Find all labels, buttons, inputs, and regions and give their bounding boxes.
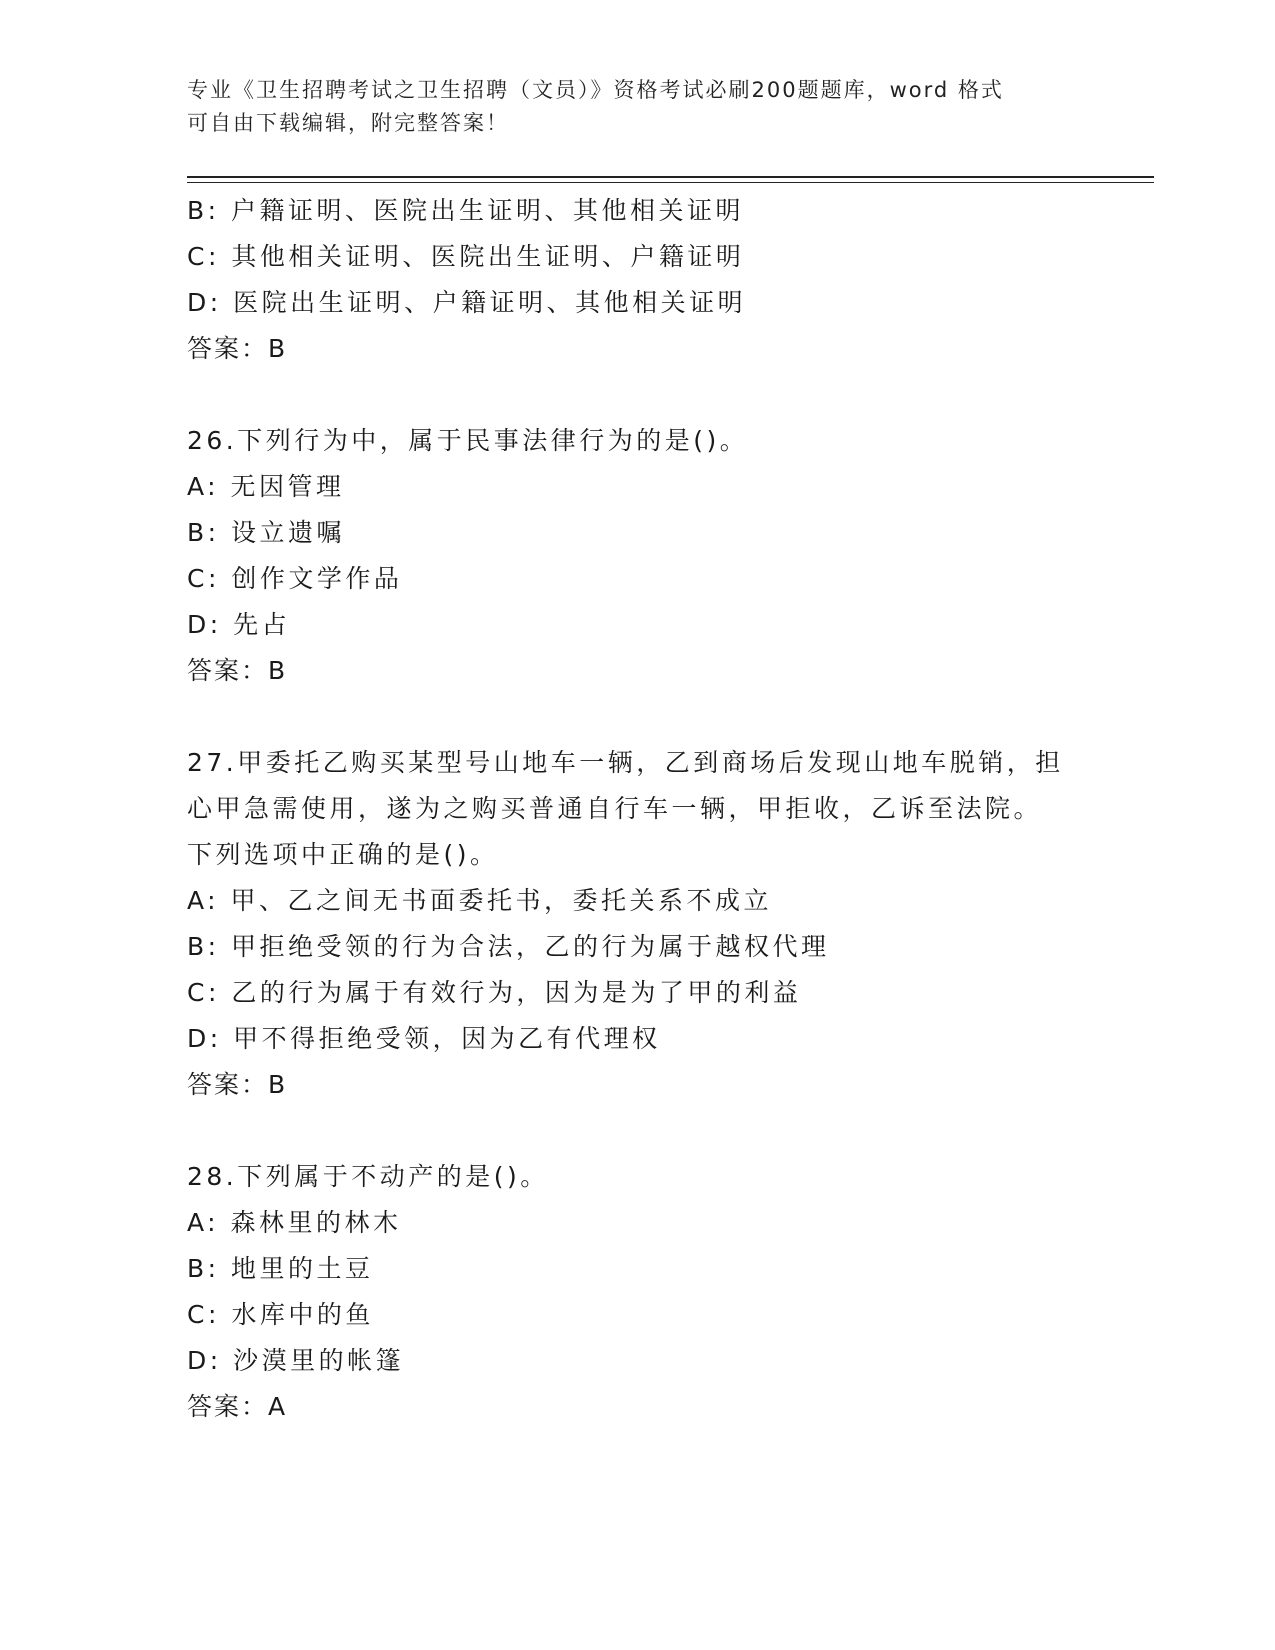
spacer	[187, 372, 1107, 418]
option-b: B: 设立遗嘱	[187, 518, 346, 547]
answer-line: 答案：B	[187, 656, 288, 685]
option-b: B: 户籍证明、医院出生证明、其他相关证明	[187, 196, 745, 225]
option-a: A: 森林里的林木	[187, 1208, 402, 1237]
question-stem: 28.下列属于不动产的是()。	[187, 1162, 549, 1191]
question-stem: 26.下列行为中，属于民事法律行为的是()。	[187, 426, 749, 455]
option-d: D: 医院出生证明、户籍证明、其他相关证明	[187, 288, 747, 317]
question-stem-line-2: 心甲急需使用，遂为之购买普通自行车一辆，甲拒收，乙诉至法院。	[187, 794, 1043, 823]
header-title-line-2: 可自由下载编辑，附完整答案！	[187, 111, 509, 135]
option-b: B: 地里的土豆	[187, 1254, 374, 1283]
option-d: D: 先占	[187, 610, 291, 639]
option-b: B: 甲拒绝受领的行为合法，乙的行为属于越权代理	[187, 932, 830, 961]
answer-line: 答案：B	[187, 334, 288, 363]
option-d: D: 甲不得拒绝受领，因为乙有代理权	[187, 1024, 661, 1053]
document-header	[187, 74, 1087, 140]
spacer	[187, 694, 1107, 740]
option-c: C: 其他相关证明、医院出生证明、户籍证明	[187, 242, 745, 271]
option-c: C: 创作文学作品	[187, 564, 403, 593]
header-rule-thin	[187, 182, 1154, 183]
question-block-prev	[187, 188, 1107, 372]
option-a: A: 无因管理	[187, 472, 345, 501]
option-d: D: 沙漠里的帐篷	[187, 1346, 405, 1375]
header-rule-thick	[187, 176, 1154, 178]
option-a: A: 甲、乙之间无书面委托书，委托关系不成立	[187, 886, 773, 915]
question-block-28	[187, 1154, 1107, 1430]
question-list	[187, 188, 1107, 1430]
answer-line: 答案：A	[187, 1392, 288, 1421]
answer-line: 答案：B	[187, 1070, 288, 1099]
question-block-27	[187, 740, 1107, 1108]
option-c: C: 水库中的鱼	[187, 1300, 374, 1329]
question-block-26	[187, 418, 1107, 694]
spacer	[187, 1108, 1107, 1154]
option-c: C: 乙的行为属于有效行为，因为是为了甲的利益	[187, 978, 802, 1007]
header-title-line-1: 专业《卫生招聘考试之卫生招聘（文员）》资格考试必刷200题题库，word 格式	[187, 78, 1004, 102]
question-stem-line-1: 27.甲委托乙购买某型号山地车一辆，乙到商场后发现山地车脱销，担	[187, 748, 1064, 777]
question-stem-line-3: 下列选项中正确的是()。	[187, 840, 499, 869]
